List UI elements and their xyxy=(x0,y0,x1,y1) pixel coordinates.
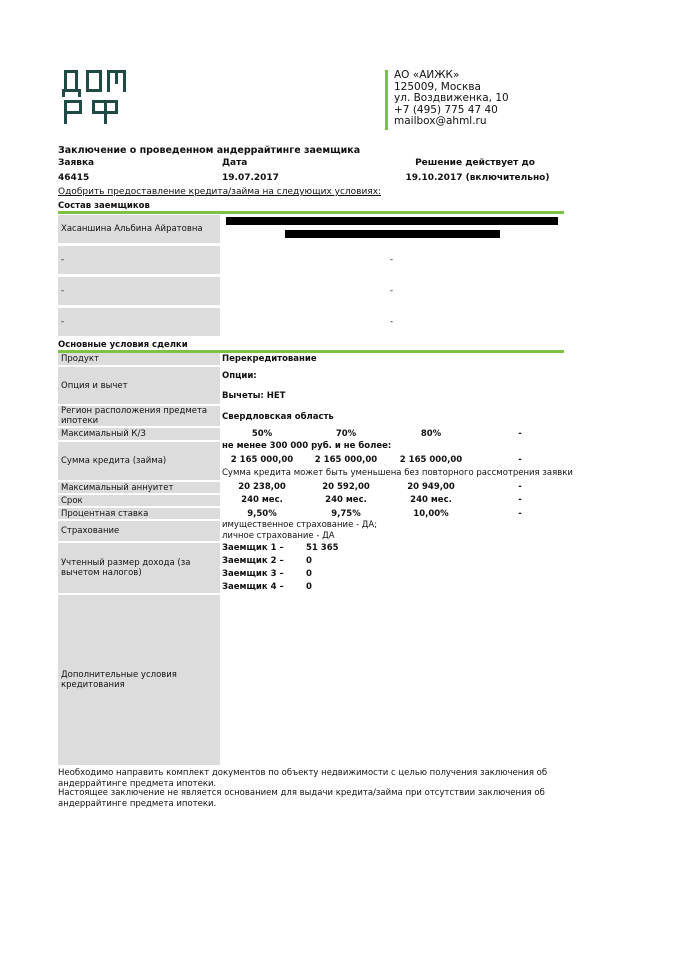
income-amount: 51 365 xyxy=(306,543,339,553)
amount-value: 2 165 000,00 xyxy=(314,455,378,465)
insurance-label: Страхование xyxy=(58,521,220,541)
additional-label: Дополнительные условия кредитования xyxy=(58,595,220,765)
rate-label: Процентная ставка xyxy=(58,508,220,519)
insurance-personal: личное страхование - ДА xyxy=(222,531,335,541)
annuity-value: 20 949,00 xyxy=(407,482,455,492)
footer-note: Необходимо направить комплект документов по объекту недвижимости с целью получения заключения об андеррайтинге предмета ипотеки. xyxy=(58,768,548,789)
annuity-label: Максимальный аннуитет xyxy=(58,482,220,493)
annuity-value: - xyxy=(518,482,522,492)
income-borrower: Заемщик 2 – xyxy=(222,556,284,566)
application-label: Заявка xyxy=(58,158,95,168)
borrower-name: - xyxy=(61,317,65,327)
region-label: Регион расположения предмета ипотеки xyxy=(58,406,220,426)
income-amount: 0 xyxy=(306,569,312,579)
borrower-value: - xyxy=(390,286,394,296)
date-label: Дата xyxy=(222,158,248,168)
options-text: Опции: xyxy=(222,371,257,381)
amount-note: Сумма кредита может быть уменьшена без повторного рассмотрения заявки xyxy=(222,468,573,478)
amount-value: 2 165 000,00 xyxy=(230,455,294,465)
redacted-bar xyxy=(285,230,500,238)
income-amount: 0 xyxy=(306,582,312,592)
company-phone: +7 (495) 775 47 40 xyxy=(394,103,498,116)
amount-value: 2 165 000,00 xyxy=(399,455,463,465)
amount-min-text: не менее 300 000 руб. и не более: xyxy=(222,441,392,451)
redacted-bar xyxy=(226,217,558,225)
term-label: Срок xyxy=(58,495,220,506)
term-value: 240 мес. xyxy=(241,495,283,505)
borrowers-heading: Состав заемщиков xyxy=(58,201,150,211)
term-value: - xyxy=(518,495,522,505)
ltv-value: 50% xyxy=(251,429,273,439)
annuity-value: 20 238,00 xyxy=(238,482,286,492)
application-number: 46415 xyxy=(58,173,90,183)
company-email: mailbox@ahml.ru xyxy=(394,115,487,128)
rate-value: 9,75% xyxy=(331,509,361,519)
income-amount: 0 xyxy=(306,556,312,566)
rate-value: 9,50% xyxy=(247,509,277,519)
document-title: Заключение о проведенном андеррайтинге заемщика xyxy=(58,145,361,156)
footer-note: Настоящее заключение не является основанием для выдачи кредита/займа при отсутствии заключения об андеррайтинге предмета ипотеки. xyxy=(58,788,545,809)
ltv-value: 80% xyxy=(420,429,442,439)
borrowers-rule xyxy=(58,211,564,214)
date-value: 19.07.2017 xyxy=(222,173,279,183)
term-value: 240 мес. xyxy=(410,495,452,505)
borrower-name-cell xyxy=(58,277,220,305)
valid-until-label: Решение действует до xyxy=(415,158,535,168)
option-label: Опция и вычет xyxy=(58,367,220,404)
borrower-name-cell xyxy=(58,215,220,243)
income-borrower: Заемщик 1 – xyxy=(222,543,284,553)
company-zip: 125009, Москва xyxy=(394,80,481,93)
approve-text: Одобрить предоставление кредита/займа на следующих условиях: xyxy=(58,187,382,197)
borrower-name: Хасаншина Альбина Айратовна xyxy=(61,224,203,234)
ltv-label: Максимальный К/З xyxy=(58,428,220,440)
company-name: АО «АИЖК» xyxy=(394,69,460,81)
income-borrower: Заемщик 4 – xyxy=(222,582,284,592)
deduction-text: Вычеты: НЕТ xyxy=(222,391,286,401)
annuity-value: 20 592,00 xyxy=(322,482,370,492)
amount-label: Сумма кредита (займа) xyxy=(58,442,220,480)
borrower-name: - xyxy=(61,255,65,265)
company-info xyxy=(394,70,509,128)
amount-value: - xyxy=(518,455,522,465)
product-label: Продукт xyxy=(58,353,220,365)
term-value: 240 мес. xyxy=(325,495,367,505)
company-street: ул. Воздвиженка, 10 xyxy=(394,92,509,105)
valid-until-value: 19.10.2017 (включительно) xyxy=(405,173,550,183)
borrower-name: - xyxy=(61,286,65,296)
borrower-value: - xyxy=(390,317,394,327)
insurance-property: имущественное страхование - ДА; xyxy=(222,520,378,530)
ltv-value: 70% xyxy=(335,429,357,439)
income-borrower: Заемщик 3 – xyxy=(222,569,284,579)
logo xyxy=(62,70,128,128)
region-value: Свердловская область xyxy=(222,412,334,422)
borrower-name-cell xyxy=(58,246,220,274)
ltv-value: - xyxy=(518,429,522,439)
borrower-name-cell xyxy=(58,308,220,336)
rate-value: 10,00% xyxy=(413,509,449,519)
conditions-heading: Основные условия сделки xyxy=(58,340,188,350)
product-value: Перекредитование xyxy=(222,354,317,364)
rate-value: - xyxy=(518,509,522,519)
income-label: Учтенный размер дохода (за вычетом налогов) xyxy=(58,543,220,593)
company-divider xyxy=(385,70,388,130)
borrower-value: - xyxy=(390,255,394,265)
